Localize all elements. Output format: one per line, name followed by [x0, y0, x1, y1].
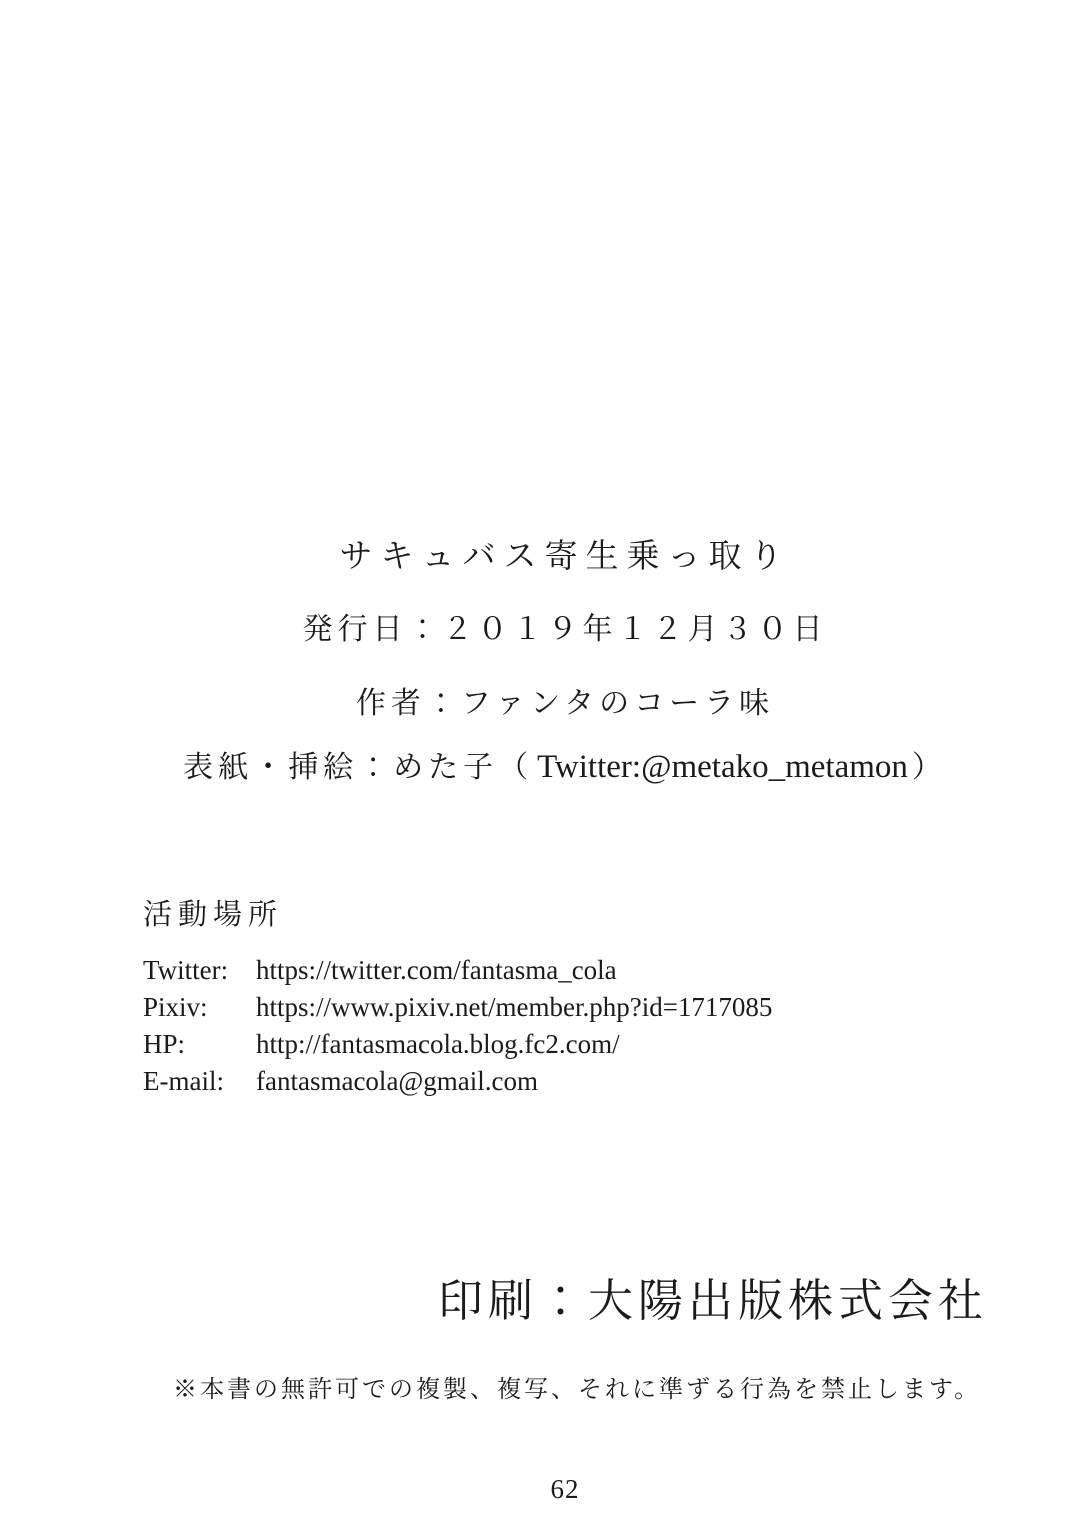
- cover-artist-twitter-handle: Twitter:@metako_metamon: [537, 749, 908, 785]
- activity-links-list: [143, 952, 772, 1100]
- link-value-pixiv-url: https://www.pixiv.net/member.php?id=1717085: [256, 992, 773, 1022]
- link-value-hp-url: http://fantasmacola.blog.fc2.com/: [256, 1029, 620, 1059]
- page-number: 62: [550, 1474, 580, 1504]
- link-label-twitter: Twitter:: [143, 955, 229, 985]
- link-label-email: E-mail:: [143, 1066, 224, 1096]
- link-label-hp: HP:: [143, 1029, 186, 1059]
- author-line: 作者：ファンタのコーラ味: [355, 687, 775, 720]
- link-value-email-address: fantasmacola@gmail.com: [256, 1066, 539, 1096]
- reproduction-notice: ※本書の無許可での複製、複写、それに準ずる行為を禁止します。: [173, 1377, 982, 1403]
- cover-artist-line: [50, 751, 1080, 784]
- publication-date-line: 発行日：２０１９年１２月３０日: [302, 613, 828, 646]
- link-value-twitter-url: https://twitter.com/fantasma_cola: [256, 955, 617, 985]
- book-title: サキュバス寄生乗っ取り: [339, 539, 791, 575]
- activity-section-heading: 活動場所: [143, 899, 284, 931]
- cover-artist-prefix: 表紙・挿絵：めた子（: [183, 751, 534, 784]
- link-label-pixiv: Pixiv:: [143, 992, 208, 1022]
- printer-credit-line: 印刷：大陽出版株式会社: [438, 1276, 989, 1326]
- cover-artist-suffix: ）: [911, 751, 947, 784]
